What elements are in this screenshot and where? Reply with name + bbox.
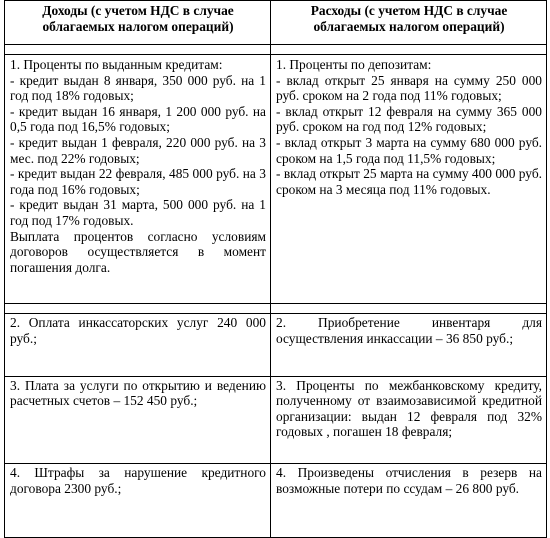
income-item: 1. Проценты по выданным кредитам: bbox=[10, 57, 223, 73]
spacer-row bbox=[5, 304, 547, 314]
income-item: - кредит выдан 1 февраля, 220 000 руб. на 3 мес. под 22% годовых; bbox=[10, 135, 266, 166]
spacer-cell bbox=[5, 304, 271, 314]
expenses-cell-4: 4. Произведены отчисления в резерв на возможные потери по ссудам – 26 800 руб. bbox=[271, 464, 547, 538]
expense-item: 1. Проценты по депозитам: bbox=[276, 57, 432, 73]
expense-item: - вклад открыт 12 февраля на сумму 365 000 руб. сроком на год под 12% годовых; bbox=[276, 103, 542, 135]
spacer-row bbox=[5, 44, 547, 54]
income-cell-2: 2. Оплата инкассаторских услуг 240 000 руб.; bbox=[5, 314, 271, 376]
income-item: - кредит выдан 16 января, 1 200 000 руб. на 0,5 года под 16,5% годовых; bbox=[10, 103, 266, 135]
expense-item: - вклад открыт 25 января на сумму 250 000 руб. сроком на 2 года под 11% годовых; bbox=[276, 72, 542, 104]
expenses-cell-2: 2. Приобретение инвентаря для осуществления инкассации – 36 850 руб.; bbox=[271, 314, 547, 376]
table-row bbox=[5, 55, 547, 304]
header-row bbox=[5, 1, 547, 45]
spacer-cell bbox=[271, 304, 547, 314]
income-item: - кредит выдан 22 февраля, 485 000 руб. на 3 года под 16% годовых; bbox=[10, 166, 266, 197]
expenses-header: Расходы (с учетом НДС в случае облагаемых налогом операций) bbox=[271, 1, 547, 45]
income-header: Доходы (с учетом НДС в случае облагаемых налогом операций) bbox=[5, 1, 271, 45]
income-item: - кредит выдан 31 марта, 500 000 руб. на 1 год под 17% годовых. bbox=[10, 197, 266, 229]
income-item: Выплата процентов согласно условиям договоров осуществляется в момент погашения долга. bbox=[10, 228, 266, 275]
spacer-cell bbox=[271, 44, 547, 54]
income-expenses-table bbox=[4, 0, 547, 538]
expense-item: - вклад открыт 25 марта на сумму 400 000 руб. сроком на 3 месяца под 11% годовых. bbox=[276, 166, 542, 197]
income-cell-3: 3. Плата за услуги по открытию и ведению расчетных счетов – 152 450 руб.; bbox=[5, 376, 271, 464]
spacer-cell bbox=[5, 44, 271, 54]
table-row bbox=[5, 376, 547, 464]
income-cell-1 bbox=[5, 55, 271, 304]
income-cell-4: 4. Штрафы за нарушение кредитного договора 2300 руб.; bbox=[5, 464, 271, 538]
expenses-cell-1 bbox=[271, 55, 547, 304]
expense-item: - вклад открыт 3 марта на сумму 680 000 руб. сроком на 1,5 года под 11,5% годовых; bbox=[276, 135, 542, 166]
income-item: - кредит выдан 8 января, 350 000 руб. на 1 год под 18% годовых; bbox=[10, 72, 266, 104]
expenses-cell-3: 3. Проценты по межбанковскому кредиту, полученному от взаимозависимой кредитной организации: выдан 12 февраля под 32% годовых , погашен 18 февраля; bbox=[271, 376, 547, 464]
table-row bbox=[5, 464, 547, 538]
table-row bbox=[5, 314, 547, 376]
